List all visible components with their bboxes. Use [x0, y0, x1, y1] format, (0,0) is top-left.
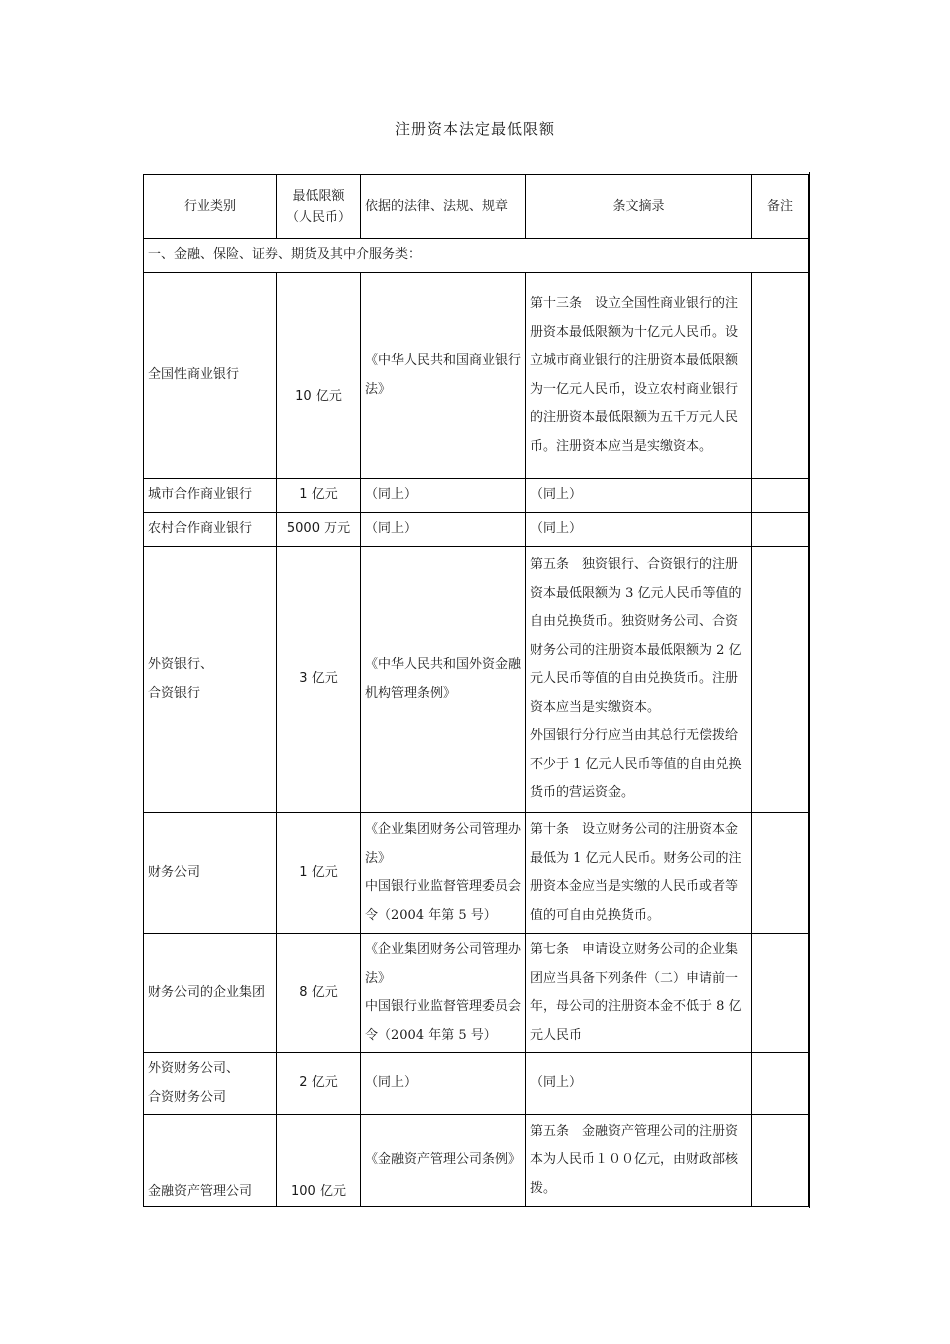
row-remarks: [752, 1115, 809, 1207]
row-minimum: 3 亿元: [277, 547, 361, 813]
row-remarks: [752, 273, 809, 479]
row-minimum: 2 亿元: [277, 1053, 361, 1115]
row-excerpt-para2: 外国银行分行应当由其总行无偿拨给不少于 1 亿元人民币等值的自由兑换货币的营运资金。: [530, 728, 742, 801]
row-category: [144, 547, 277, 813]
row-basis-line1: 《企业集团财务公司管理办法》: [365, 822, 522, 866]
row-minimum: 1 亿元: [277, 479, 361, 513]
row-category: 全国性商业银行: [144, 273, 277, 479]
row-category-line1: 外资财务公司、: [148, 1061, 240, 1076]
row-minimum: 10 亿元: [277, 273, 361, 479]
table-right-border: [809, 172, 810, 1208]
row-excerpt: 第十条 设立财务公司的注册资本金最低为 1 亿元人民币。财务公司的注册资本金应当是实缴的人民币或者等值的可自由兑换货币。: [526, 813, 752, 934]
header-basis: 依据的法律、法规、规章: [361, 175, 526, 239]
row-excerpt: [526, 547, 752, 813]
row-category: 城市合作商业银行: [144, 479, 277, 513]
row-minimum: 1 亿元: [277, 813, 361, 934]
row-basis: （同上）: [361, 479, 526, 513]
table-row: [144, 1053, 809, 1115]
row-basis-line2: 中国银行业监督管理委员会令（2004 年第 5 号）: [365, 999, 522, 1043]
row-minimum: 8 亿元: [277, 934, 361, 1053]
row-excerpt-para1: 第五条 独资银行、合资银行的注册资本最低限额为 3 亿元人民币等值的自由兑换货币。独资财务公司、合资财务公司的注册资本最低限额为 2 亿元人民币等值的自由兑换货币。注册资本应当是实缴资本。: [530, 557, 742, 715]
row-basis: 《金融资产管理公司条例》: [361, 1115, 526, 1207]
row-basis: 《中华人民共和国外资金融机构管理条例》: [361, 547, 526, 813]
row-remarks: [752, 513, 809, 547]
table-row: [144, 513, 809, 547]
row-category: [144, 1053, 277, 1115]
row-category-line2: 合资财务公司: [148, 1089, 227, 1105]
section-heading: 一、金融、保险、证券、期货及其中介服务类：: [144, 239, 809, 273]
row-excerpt: （同上）: [526, 479, 752, 513]
row-remarks: [752, 479, 809, 513]
capital-requirements-table: [143, 174, 809, 1207]
row-excerpt: 第十三条 设立全国性商业银行的注册资本最低限额为十亿元人民币。设立城市商业银行的注册资本最低限额为一亿元人民币，设立农村商业银行的注册资本最低限额为五千万元人民币。注册资本应当是实缴资本。: [526, 273, 752, 479]
row-basis-line1: 《企业集团财务公司管理办法》: [365, 942, 522, 986]
table-row: [144, 934, 809, 1053]
table-row: [144, 813, 809, 934]
row-excerpt: （同上）: [526, 1053, 752, 1115]
header-minimum-line2: （人民币）: [285, 209, 351, 225]
header-excerpt: 条文摘录: [526, 175, 752, 239]
header-row: [144, 175, 809, 239]
table-row: [144, 1115, 809, 1207]
row-remarks: [752, 934, 809, 1053]
row-remarks: [752, 1053, 809, 1115]
row-category-line2: 合资银行: [148, 685, 201, 701]
row-remarks: [752, 813, 809, 934]
row-category-line1: 外资银行、: [148, 657, 214, 672]
row-basis: （同上）: [361, 513, 526, 547]
table-row: [144, 547, 809, 813]
row-basis: （同上）: [361, 1053, 526, 1115]
row-basis-line2: 中国银行业监督管理委员会令（2004 年第 5 号）: [365, 879, 522, 923]
header-minimum: [277, 175, 361, 239]
row-category: 农村合作商业银行: [144, 513, 277, 547]
row-basis: [361, 813, 526, 934]
header-minimum-line1: 最低限额: [292, 188, 345, 204]
header-category: 行业类别: [144, 175, 277, 239]
row-minimum: 100 亿元: [277, 1115, 361, 1207]
row-minimum: 5000 万元: [277, 513, 361, 547]
row-basis: 《中华人民共和国商业银行法》: [361, 273, 526, 479]
row-category: 财务公司的企业集团: [144, 934, 277, 1053]
row-basis: [361, 934, 526, 1053]
row-remarks: [752, 547, 809, 813]
header-remarks: 备注: [752, 175, 809, 239]
section-row: [144, 239, 809, 273]
table-row: [144, 273, 809, 479]
row-excerpt: 第五条 金融资产管理公司的注册资本为人民币１００亿元，由财政部核拨。: [526, 1115, 752, 1207]
row-category: 财务公司: [144, 813, 277, 934]
page-title: 注册资本法定最低限额: [394, 120, 555, 138]
table-row: [144, 479, 809, 513]
row-excerpt: （同上）: [526, 513, 752, 547]
row-excerpt: 第七条 申请设立财务公司的企业集团应当具备下列条件（二）申请前一年，母公司的注册资本金不低于 8 亿元人民币: [526, 934, 752, 1053]
row-category: 金融资产管理公司: [144, 1115, 277, 1207]
